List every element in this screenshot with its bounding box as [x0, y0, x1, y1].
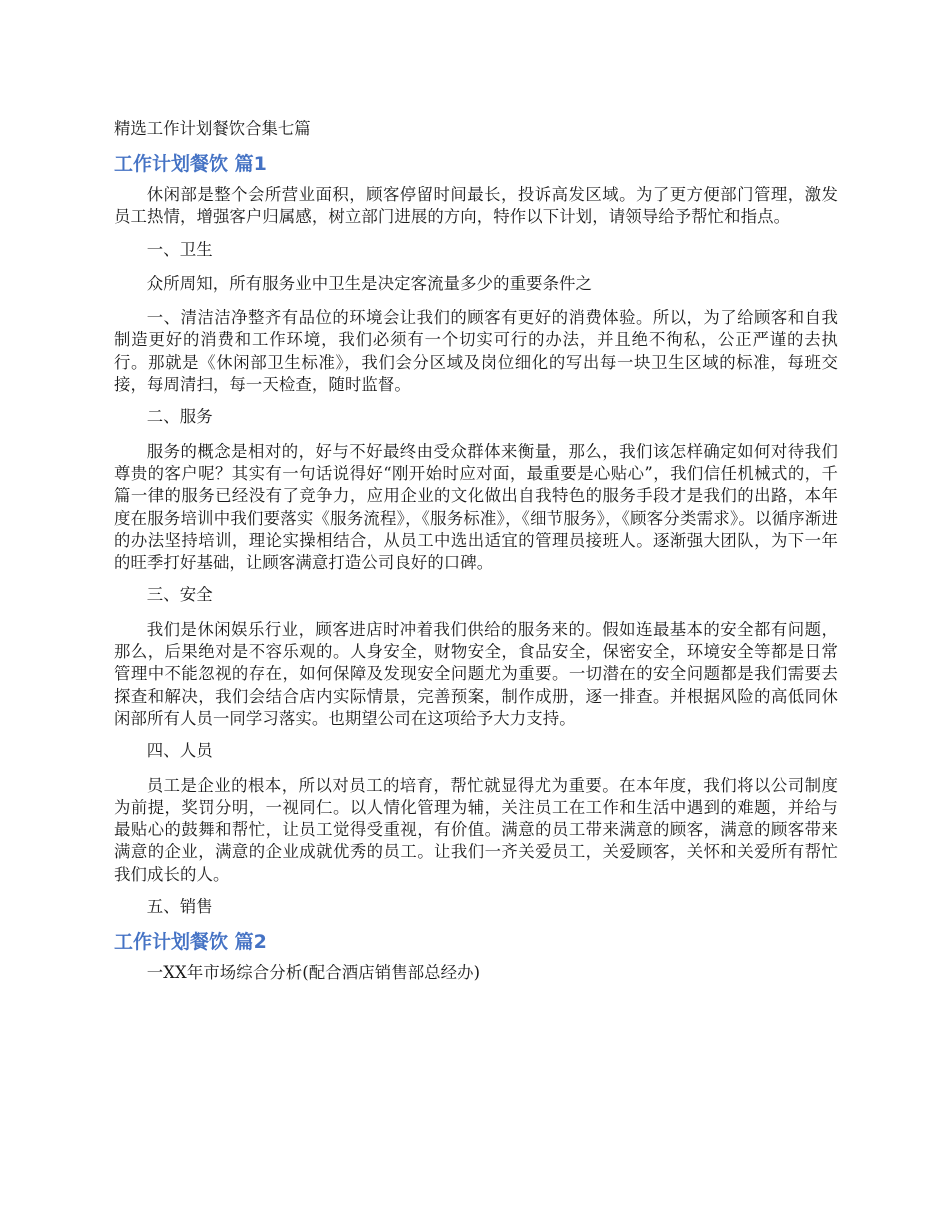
paragraph: 服务的概念是相对的，好与不好最终由受众群体来衡量，那么，我们该怎样确定如何对待我们尊贵的客户呢？其实有一句话说得好“刚开始时应对面，最重要是心贴心”，我们信任机械式的，千篇一律的服务已经没有了竞争力，应用企业的文化做出自我特色的服务手段才是我们的出路，本年度在服务培训中我们要落实《服务流程》，《服务标准》，《细节服务》，《顾客分类需求》。以循序渐进的办法坚持培训，理论实操相结合，从员工中选出适宜的管理员接班人。逐渐强大团队，为下一年的旺季打好基础，让顾客满意打造公司良好的口碑。	[114, 441, 838, 573]
section-1	[114, 152, 838, 918]
document-title: 精选工作计划餐饮合集七篇	[114, 119, 311, 138]
paragraph: 一XX年市场综合分析(配合酒店销售部总经办)	[146, 963, 481, 983]
paragraph: 众所周知，所有服务业中卫生是决定客流量多少的重要条件之	[146, 273, 593, 293]
section-2	[114, 930, 838, 984]
section-heading: 工作计划餐饮 篇2	[114, 931, 267, 954]
subheading: 四、人员	[146, 741, 213, 761]
subheading: 五、销售	[146, 897, 213, 917]
paragraph: 一、清洁洁净整齐有品位的环境会让我们的顾客有更好的消费体验。所以，为了给顾客和自我制造更好的消费和工作环境，我们必须有一个切实可行的办法，并且绝不徇私，公正严谨的去执行。那就是《休闲部卫生标准》，我们会分区域及岗位细化的写出每一块卫生区域的标准，每班交接，每周清扫，每一天检查，随时监督。	[114, 308, 838, 395]
subheading: 一、卫生	[146, 239, 213, 259]
document-page	[114, 118, 838, 995]
subheading: 三、安全	[146, 585, 213, 605]
paragraph: 员工是企业的根本，所以对员工的培育，帮忙就显得尤为重要。在本年度，我们将以公司制度为前提，奖罚分明，一视同仁。以人情化管理为辅，关注员工在工作和生活中遇到的难题，并给与最贴心的鼓舞和帮忙，让员工觉得受重视，有价值。满意的员工带来满意的顾客，满意的顾客带来满意的企业，满意的企业成就优秀的员工。让我们一齐关爱员工，关爱顾客，关怀和关爱所有帮忙我们成长的人。	[114, 775, 838, 884]
subheading: 二、服务	[146, 407, 213, 427]
paragraph: 我们是休闲娱乐行业，顾客进店时冲着我们供给的服务来的。假如连最基本的安全都有问题，那么，后果绝对是不容乐观的。人身安全，财物安全，食品安全，保密安全，环境安全等都是日常管理中不能忽视的存在，如何保障及发现安全问题尤为重要。一切潜在的安全问题都是我们需要去探查和解决，我们会结合店内实际情景，完善预案，制作成册，逐一排查。并根据风险的高低同休闲部所有人员一同学习落实。也期望公司在这项给予大力支持。	[114, 619, 838, 728]
paragraph: 休闲部是整个会所营业面积，顾客停留时间最长，投诉高发区域。为了更方便部门管理，激发员工热情，增强客户归属感，树立部门进展的方向，特作以下计划，请领导给予帮忙和指点。	[114, 185, 838, 227]
section-heading: 工作计划餐饮 篇1	[114, 153, 267, 175]
